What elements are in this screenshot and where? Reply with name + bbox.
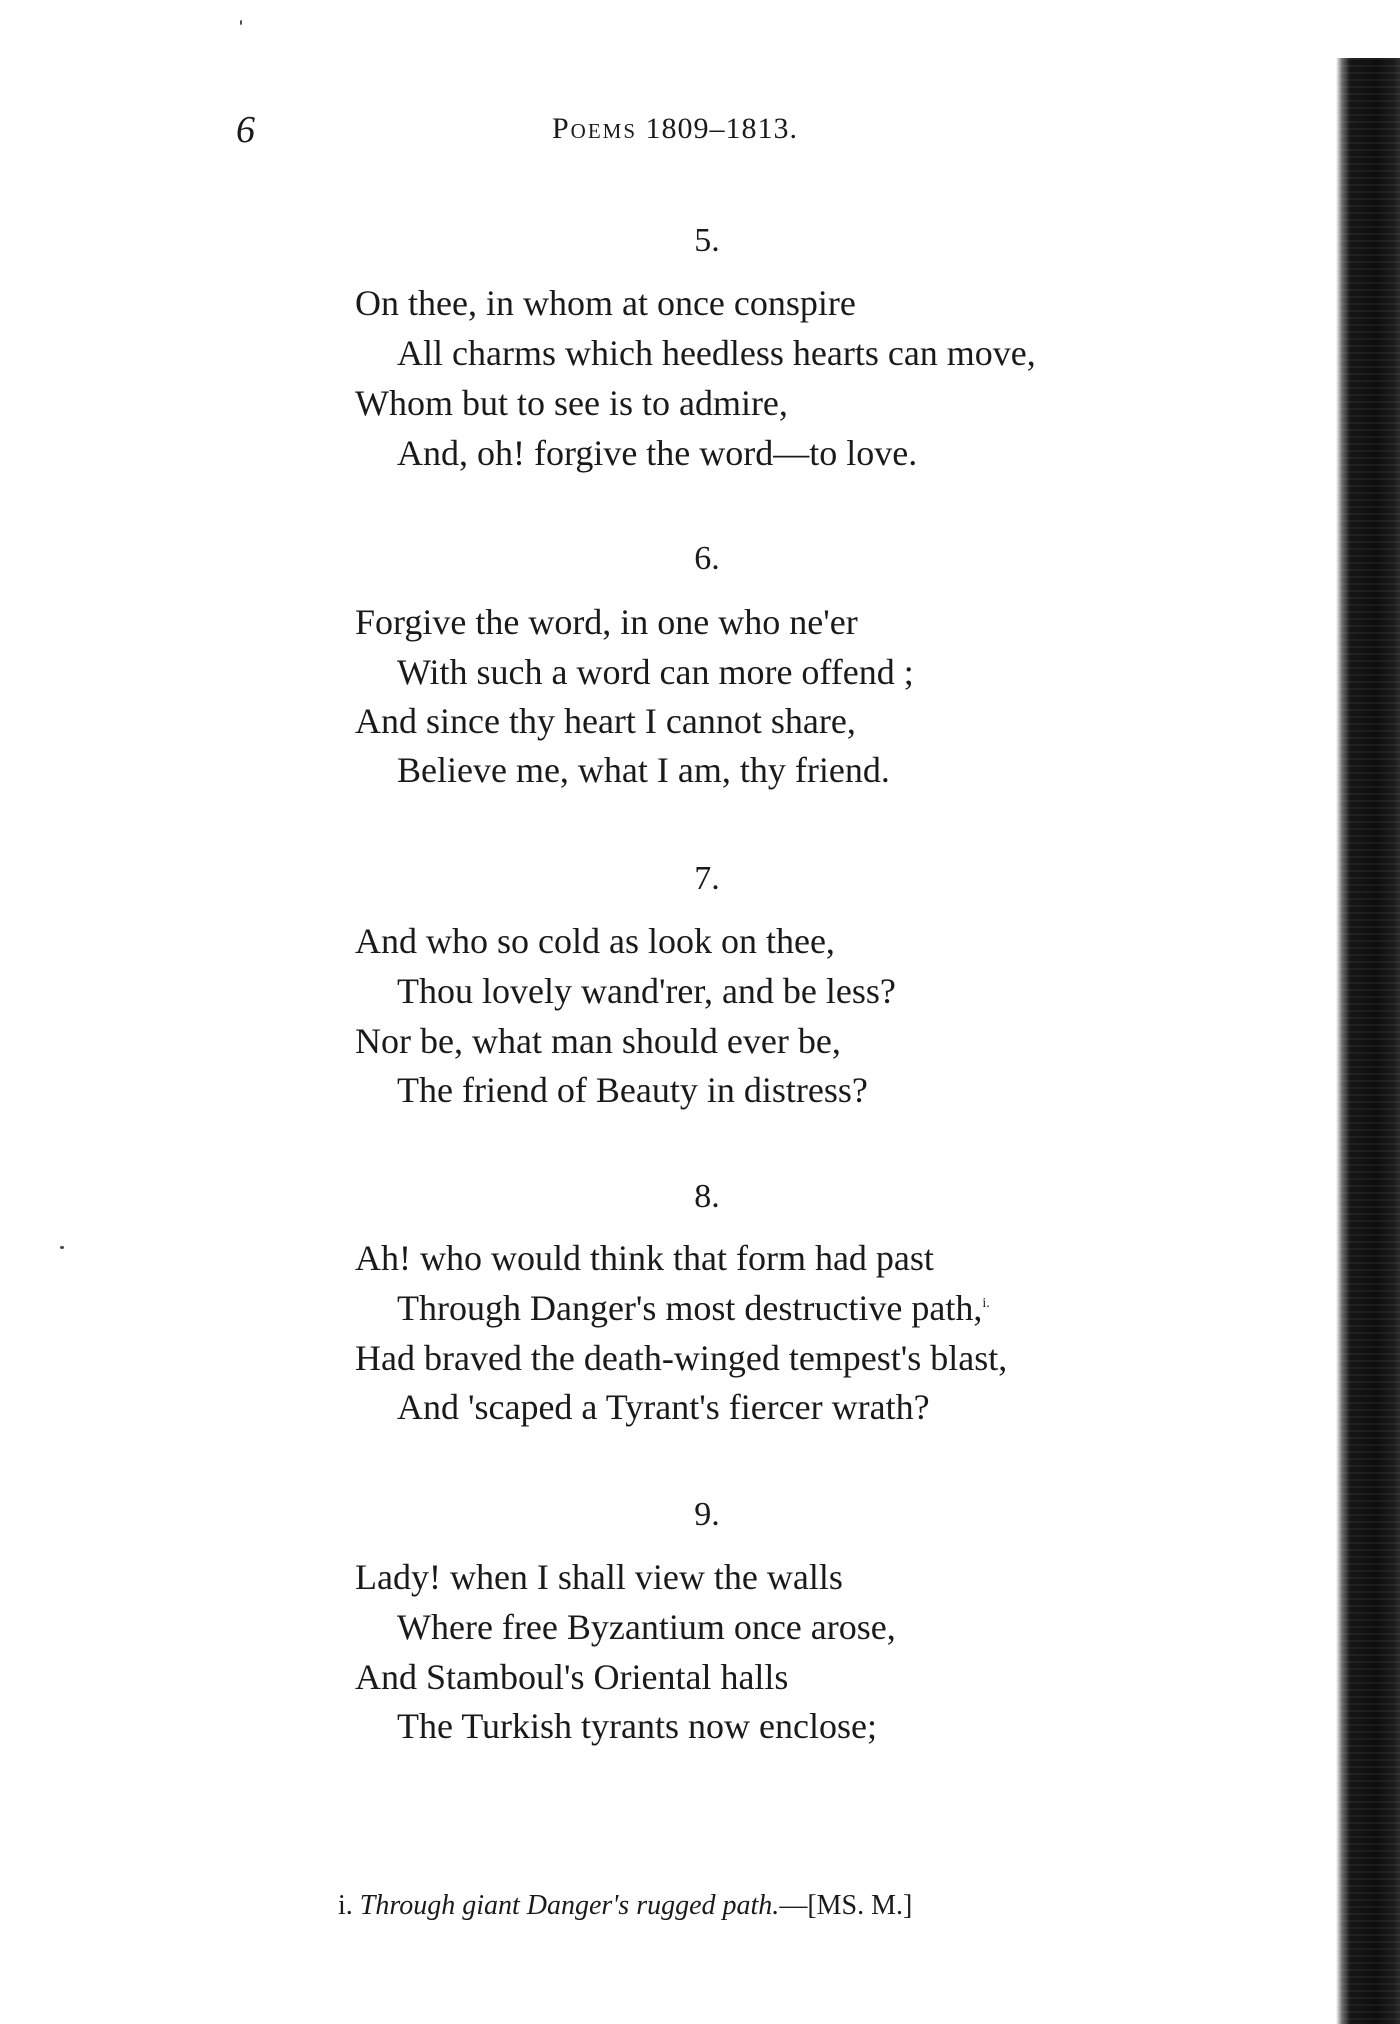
poem-line: And 'scaped a Tyrant's fiercer wrath?: [397, 1387, 930, 1427]
footnote-marker: i.: [338, 1890, 353, 1921]
stanza-number: 8.: [694, 1178, 720, 1215]
running-title: [552, 112, 798, 146]
poem-line: Nor be, what man should ever be,: [355, 1021, 841, 1061]
poem-line: And, oh! forgive the word—to love.: [397, 433, 918, 473]
footnote-reference: i.: [982, 1296, 990, 1311]
running-title-caps: Poems: [552, 112, 638, 145]
scan-speck: [240, 20, 242, 25]
poem-line-with-note: [397, 1290, 990, 1326]
poem-line: And Stamboul's Oriental halls: [355, 1657, 789, 1697]
poem-line-text: Through Danger's most destructive path,: [397, 1288, 983, 1328]
poem-line: Lady! when I shall view the walls: [355, 1557, 843, 1597]
stanza-number: 6.: [694, 540, 720, 577]
footnote-source: —[MS. M.]: [779, 1890, 913, 1921]
poem-line: On thee, in whom at once conspire: [355, 283, 856, 323]
page-header: [0, 108, 1400, 158]
poem-line: The Turkish tyrants now enclose;: [397, 1706, 877, 1746]
footnote: [338, 1890, 912, 1922]
poem-line: Forgive the word, in one who ne'er: [355, 602, 858, 642]
poem-line: Had braved the death-winged tempest's blast,: [355, 1338, 1008, 1378]
poem-line: Believe me, what I am, thy friend.: [397, 750, 890, 790]
stanza-number: 9.: [694, 1496, 720, 1533]
poem-line: And since thy heart I cannot share,: [355, 701, 856, 741]
poem-line: All charms which heedless hearts can move,: [397, 333, 1036, 373]
scanned-page-edge: [1336, 58, 1400, 2024]
stanza-number: 7.: [694, 860, 720, 897]
poem-line: Where free Byzantium once arose,: [397, 1607, 896, 1647]
footnote-text: Through giant Danger's rugged path.: [359, 1890, 780, 1921]
poem-line: Ah! who would think that form had past: [355, 1238, 934, 1278]
poem-line: Thou lovely wand'rer, and be less?: [397, 971, 896, 1011]
running-title-years: 1809–1813.: [645, 112, 799, 145]
poem-line: And who so cold as look on thee,: [355, 921, 835, 961]
poem-line: The friend of Beauty in distress?: [397, 1070, 868, 1110]
scan-speck: [60, 1246, 64, 1249]
poem-line: With such a word can more offend ;: [397, 652, 914, 692]
stanza-number: 5.: [694, 222, 720, 259]
page-number: 6: [236, 109, 255, 151]
poem-line: Whom but to see is to admire,: [355, 383, 788, 423]
